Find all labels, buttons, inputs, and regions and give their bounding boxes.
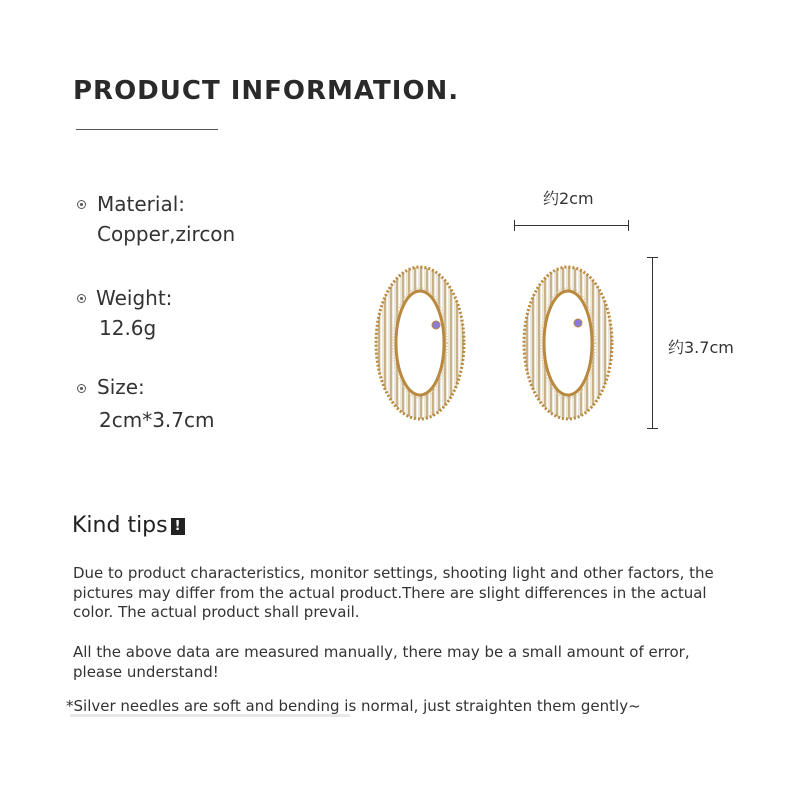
spec-label-material: Material:: [97, 192, 185, 216]
left-earring: [376, 267, 464, 419]
height-dimension-line: [652, 257, 653, 429]
spec-label-size: Size:: [97, 375, 145, 399]
bullet-icon: [77, 384, 86, 393]
width-dimension-line: [514, 225, 629, 226]
spec-value-material: Copper,zircon: [97, 222, 236, 246]
height-dimension-tick: [647, 257, 658, 258]
width-dimension-tick: [514, 220, 515, 231]
width-dimension-label: 约2cm: [543, 189, 594, 208]
tips-title: Kind tips: [72, 513, 168, 538]
tips-paragraph-disclaimer: Due to product characteristics, monitor settings, shooting light and other factors, the pictures may differ from the actual product.There are slight differences in the actual color. The actual product shall prevail.: [73, 564, 714, 621]
right-earring: [524, 267, 612, 419]
exclamation-icon: !: [171, 518, 185, 535]
tips-note: *Silver needles are soft and bending is normal, just straighten them gently~: [66, 697, 641, 715]
spec-value-weight: 12.6g: [99, 316, 157, 340]
bullet-icon: [77, 294, 86, 303]
tips-paragraph-measurement: All the above data are measured manually, there may be a small amount of error, please understand!: [73, 643, 690, 681]
earrings-image: [360, 255, 630, 435]
page-title: PRODUCT INFORMATION.: [73, 76, 460, 106]
tips-heading: [72, 513, 185, 538]
width-dimension-tick: [628, 220, 629, 231]
height-dimension-tick: [647, 428, 658, 429]
title-divider: [76, 129, 218, 130]
spec-value-size: 2cm*3.7cm: [99, 408, 215, 432]
spec-label-weight: Weight:: [96, 286, 173, 310]
height-dimension-label: 约3.7cm: [668, 338, 734, 357]
bullet-icon: [77, 200, 86, 209]
